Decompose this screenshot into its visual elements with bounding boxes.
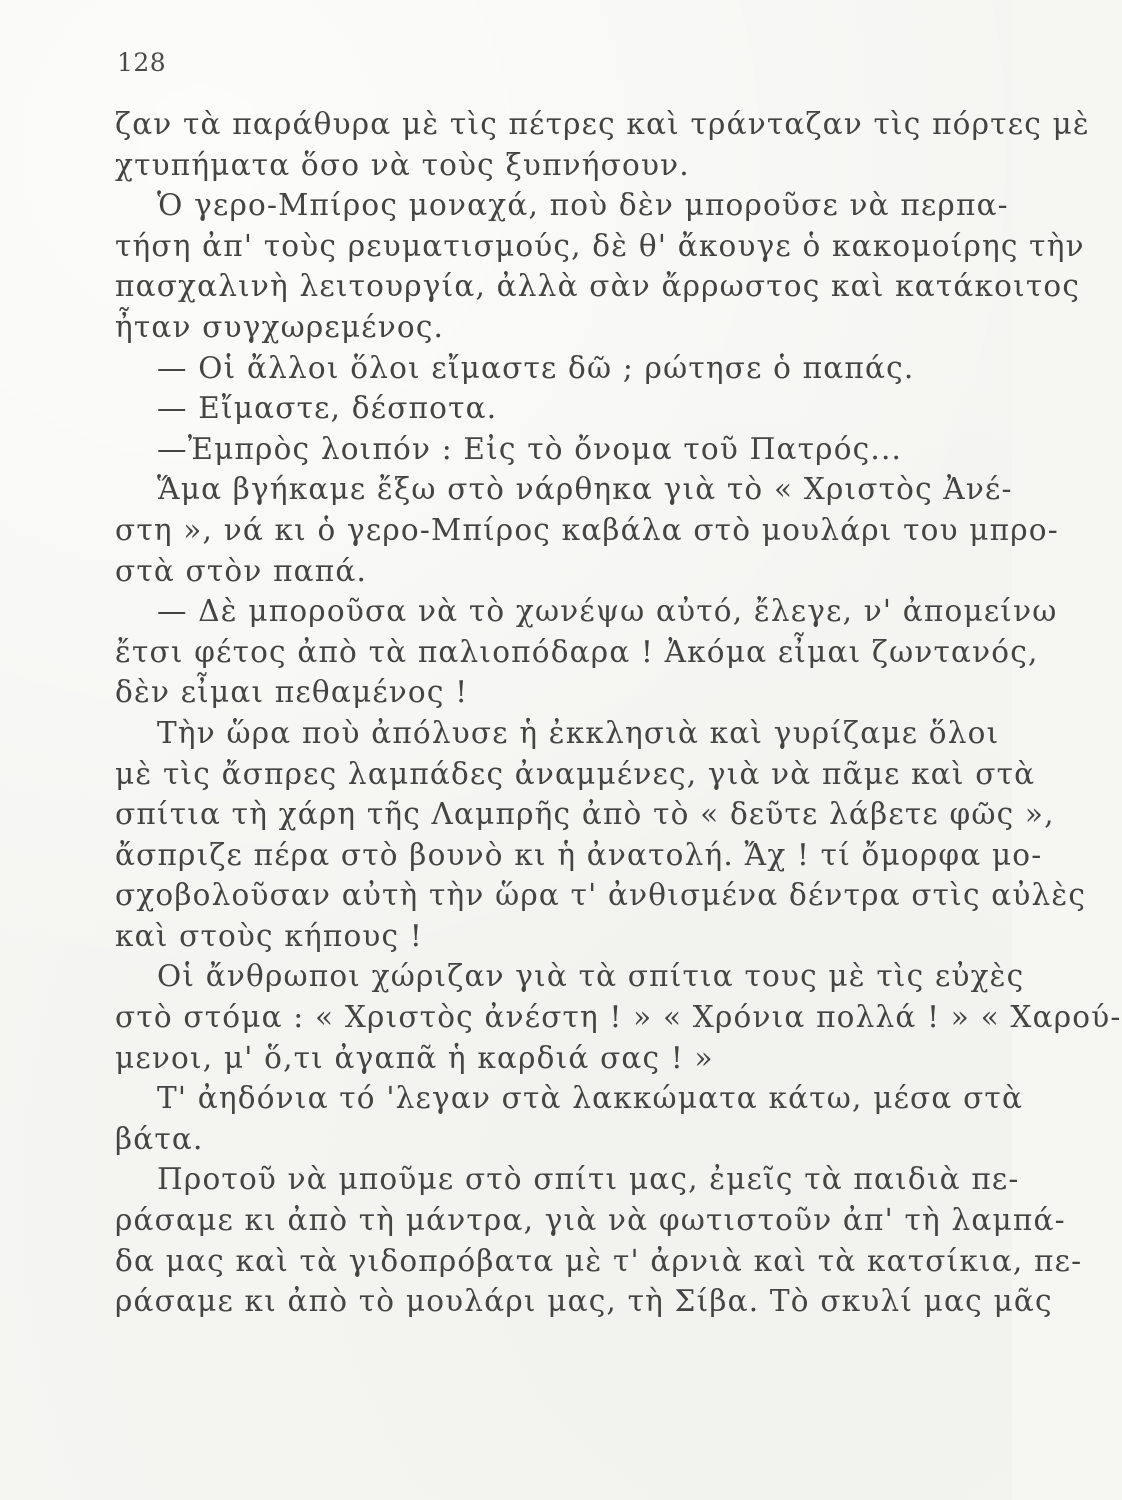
- text-line: —Ἐμπρὸς λοιπόν : Εἰς τὸ ὄνομα τοῦ Πατρός...: [157, 431, 903, 466]
- text-line: ζαν τὰ παράθυρα μὲ τὶς πέτρες καὶ τράνταζαν τὶς πόρτες μὲ: [115, 107, 1090, 141]
- text-line: ἄσπριζε πέρα στὸ βουνὸ κι ἡ ἀνατολή. Ἄχ ! τί ὄμορφα μο-: [115, 837, 1043, 872]
- text-line: Προτοῦ νὰ μποῦμε στὸ σπίτι μας, ἐμεῖς τὰ παιδιὰ πε-: [157, 1162, 1020, 1197]
- text-line: Τ' ἀηδόνια τό 'λεγαν στὰ λακκώματα κάτω, μέσα στὰ: [157, 1081, 1024, 1116]
- text-line: ἦταν συγχωρεμένος.: [115, 309, 445, 344]
- text-line: δὲν εἶμαι πεθαμένος !: [115, 675, 469, 710]
- text-line: χτυπήματα ὅσο νὰ τοὺς ξυπνήσουν.: [115, 147, 690, 182]
- text-line: μὲ τὶς ἄσπρες λαμπάδες ἀναμμένες, γιὰ νὰ πᾶμε καὶ στὰ: [115, 756, 1036, 791]
- text-line: μενοι, μ' ὅ,τι ἀγαπᾶ ἡ καρδιά σας ! »: [115, 1040, 714, 1075]
- text-line: σπίτια τὴ χάρη τῆς Λαμπρῆς ἀπὸ τὸ « δεῦτε λάβετε φῶς »,: [115, 797, 1055, 832]
- text-line: Τὴν ὥρα ποὺ ἀπόλυσε ἡ ἐκκλησιὰ καὶ γυρίζαμε ὅλοι: [157, 715, 1000, 750]
- page-number: 128: [117, 48, 167, 77]
- text-line: Οἱ ἄνθρωποι χώριζαν γιὰ τὰ σπίτια τους μὲ τὶς εὐχὲς: [157, 959, 1025, 994]
- text-line: ράσαμε κι ἀπὸ τὸ μουλάρι μας, τὴ Σίβα. Τὸ σκυλί μας μᾶς: [115, 1284, 1053, 1319]
- text-line: — Εἴμαστε, δέσποτα.: [157, 391, 498, 426]
- text-line: ἔτσι φέτος ἀπὸ τὰ παλιοπόδαρα ! Ἀκόμα εἶμαι ζωντανός,: [115, 634, 1039, 669]
- text-line: στὸ στόμα : « Χριστὸς ἀνέστη ! » « Χρόνια πολλά ! » « Χαρού-: [115, 1000, 1122, 1035]
- text-line: στὰ στὸν παπά.: [115, 553, 368, 588]
- text-line: — Οἱ ἄλλοι ὅλοι εἴμαστε δῶ ; ρώτησε ὁ παπάς.: [157, 350, 915, 385]
- body-text: [115, 104, 1122, 1322]
- text-line: τήση ἀπ' τοὺς ρευματισμούς, δὲ θ' ἄκουγε ὁ κακομοίρης τὴν: [115, 228, 1085, 263]
- text-line: ράσαμε κι ἀπὸ τὴ μάντρα, γιὰ νὰ φωτιστοῦν ἀπ' τὴ λαμπά-: [115, 1203, 1066, 1238]
- text-line: — Δὲ μποροῦσα νὰ τὸ χωνέψω αὐτό, ἔλεγε, ν' ἀπομείνω: [157, 594, 1058, 629]
- text-line: καὶ στοὺς κήπους !: [115, 918, 423, 953]
- text-line: Ἅμα βγήκαμε ἔξω στὸ νάρθηκα γιὰ τὸ « Χριστὸς Ἀνέ-: [157, 472, 1013, 507]
- text-line: στη », νά κι ὁ γερο-Μπίρος καβάλα στὸ μουλάρι του μπρο-: [115, 512, 1059, 547]
- text-line: σχοβολοῦσαν αὐτὴ τὴν ὥρα τ' ἀνθισμένα δέντρα στὶς αὐλὲς: [115, 878, 1087, 913]
- text-line: δα μας καὶ τὰ γιδοπρόβατα μὲ τ' ἀρνιὰ καὶ τὰ κατσίκια, πε-: [115, 1243, 1083, 1278]
- text-line: βάτα.: [115, 1121, 204, 1156]
- text-line: Ὁ γερο-Μπίρος μοναχά, ποὺ δὲν μποροῦσε νὰ περπα-: [157, 188, 1009, 223]
- text-line: πασχαλινὴ λειτουργία, ἀλλὰ σὰν ἄρρωστος καὶ κατάκοιτος: [115, 269, 1081, 304]
